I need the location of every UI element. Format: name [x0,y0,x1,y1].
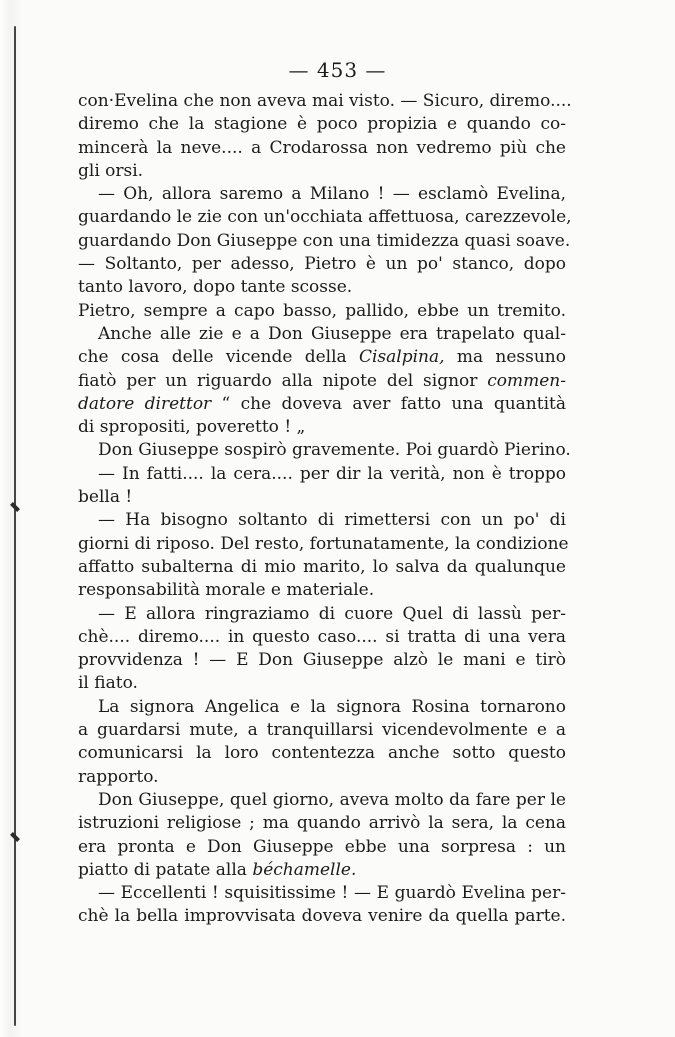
text-line: Don Giuseppe, quel giorno, aveva molto da fare per le [98,789,566,810]
body-text [78,90,572,929]
text-line: comunicarsi la loro contentezza anche sotto questo [78,743,566,764]
page-gutter [0,0,22,1037]
binding-edge [14,26,16,1026]
text-line: affatto subalterna di mio marito, lo salva da qualunque [78,556,566,577]
text-line: Pietro, sempre a capo basso, pallido, ebbe un tremito. [78,300,566,321]
text-line: — Eccellenti ! squisitissime ! — E guardò Evelina per- [98,883,566,904]
text-line: La signora Angelica e la signora Rosina tornarono [98,696,566,717]
text-line: con·Evelina che non aveva mai visto. — Sicuro, diremo.... [78,91,572,111]
text-line: era pronta e Don Giuseppe ebbe una sorpresa : un [78,836,566,857]
text-line: responsabilità morale e materiale. [78,580,375,601]
text-line: Anche alle zie e a Don Giuseppe era trapelato qual- [98,323,566,344]
text-line: rapporto. [78,766,159,787]
text-line: chè la bella improvvisata doveva venire da quella parte. [78,906,566,927]
text-line: istruzioni religiose ; ma quando arrivò la sera, la cena [78,813,566,834]
text-line: gli orsi. [78,160,144,181]
text-line: — In fatti.... la cera.... per dir la verità, non è troppo [98,463,566,484]
text-line: datore direttor “ che doveva aver fatto una quantità [78,393,566,414]
text-line: guardando Don Giuseppe con una timidezza quasi soave. [78,230,571,251]
text-line: — Soltanto, per adesso, Pietro è un po' stanco, dopo [78,254,566,275]
text-line: fiatò per un riguardo alla nipote del signor commen- [78,370,566,391]
text-line: a guardarsi mute, a tranquillarsi vicendevolmente e a [78,720,566,741]
text-line: chè.... diremo.... in questo caso.... si tratta di una vera [78,626,566,647]
text-line: — Ha bisogno soltanto di rimettersi con un po' di [98,510,566,531]
text-line: diremo che la stagione è poco propizia e quando co- [78,114,566,135]
text-line: tanto lavoro, dopo tante scosse. [78,277,353,298]
text-line: provvidenza ! — E Don Giuseppe alzò le mani e tirò [78,650,566,671]
text-line: di spropositi, poveretto ! „ [78,417,306,438]
text-line: guardando le zie con un'occhiata affettuosa, carezzevole, [78,207,572,228]
page-number: — 453 — [288,58,387,82]
text-line: Don Giuseppe sospirò gravemente. Poi guardò Pierino. [98,440,571,461]
text-line: mincerà la neve.... a Crodarossa non vedremo più che [78,137,566,158]
text-line: bella ! [78,487,133,508]
text-line: — E allora ringraziamo di cuore Quel di lassù per- [98,603,566,624]
text-line: giorni di riposo. Del resto, fortunatamente, la condizione [78,533,569,554]
text-line: il fiato. [78,673,138,694]
text-line: — Oh, allora saremo a Milano ! — esclamò Evelina, [98,184,566,205]
text-line: che cosa delle vicende della Cisalpina, ma nessuno [78,347,566,368]
text-line: piatto di patate alla béchamelle. [78,859,357,880]
